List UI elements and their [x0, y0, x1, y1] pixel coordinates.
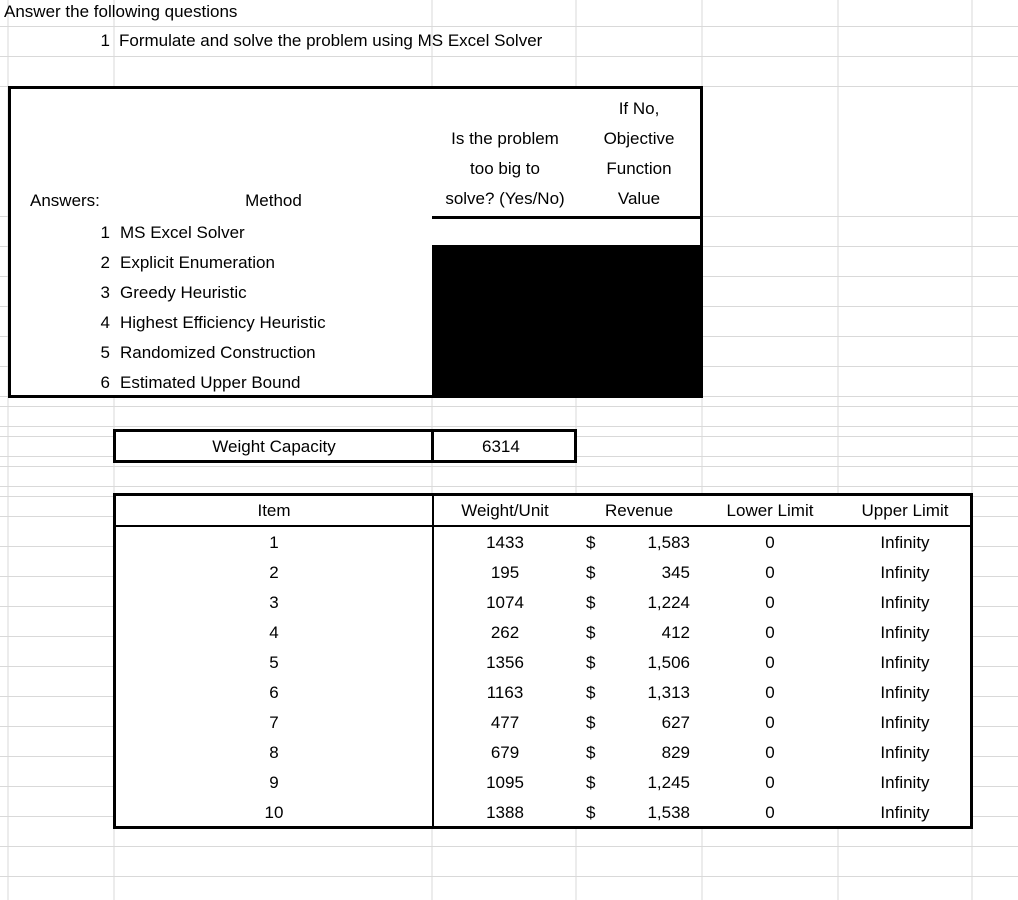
- header-line: too big to: [470, 159, 540, 178]
- item-revenue: 1,224: [647, 593, 690, 612]
- item-weight: 262: [490, 623, 520, 642]
- method-header: Method: [245, 191, 302, 210]
- item-number: 6: [269, 683, 279, 702]
- currency-symbol: $: [586, 623, 596, 642]
- item-number: 4: [269, 623, 279, 642]
- currency-symbol: $: [586, 743, 596, 762]
- item-weight: 195: [490, 563, 520, 582]
- item-upper-limit: Infinity: [880, 623, 930, 642]
- item-upper-limit: Infinity: [880, 533, 930, 552]
- item-lower-limit: 0: [765, 803, 775, 822]
- method-number: 2: [100, 253, 110, 272]
- item-revenue: 412: [661, 623, 690, 642]
- item-lower-limit: 0: [765, 713, 775, 732]
- header-weight: Weight/Unit: [461, 501, 549, 520]
- item-weight: 1074: [486, 593, 524, 612]
- item-revenue: 1,583: [647, 533, 690, 552]
- header-lower-limit: Lower Limit: [726, 501, 814, 520]
- header-item: Item: [257, 501, 291, 520]
- header-line: solve? (Yes/No): [445, 189, 565, 208]
- item-weight: 1356: [486, 653, 524, 672]
- currency-symbol: $: [586, 803, 596, 822]
- header-upper-limit: Upper Limit: [861, 501, 949, 520]
- item-upper-limit: Infinity: [880, 803, 930, 822]
- item-revenue: 1,245: [647, 773, 690, 792]
- item-upper-limit: Infinity: [880, 713, 930, 732]
- method-name: Randomized Construction: [120, 343, 316, 362]
- instructions-title: Answer the following questions: [4, 2, 238, 21]
- item-revenue: 1,506: [647, 653, 690, 672]
- method-number: 1: [100, 223, 110, 242]
- answer-objective-cell[interactable]: [576, 218, 700, 248]
- method-name: MS Excel Solver: [120, 223, 245, 242]
- item-lower-limit: 0: [765, 593, 775, 612]
- item-number: 7: [269, 713, 279, 732]
- header-line: If No,: [618, 99, 660, 118]
- item-upper-limit: Infinity: [880, 683, 930, 702]
- header-revenue: Revenue: [604, 501, 674, 520]
- answers-label: Answers:: [30, 191, 100, 210]
- item-upper-limit: Infinity: [880, 593, 930, 612]
- item-upper-limit: Infinity: [880, 773, 930, 792]
- item-number: 8: [269, 743, 279, 762]
- currency-symbol: $: [586, 593, 596, 612]
- method-number: 6: [100, 373, 110, 392]
- method-number: 3: [100, 283, 110, 302]
- item-number: 5: [269, 653, 279, 672]
- question-text: Formulate and solve the problem using MS Excel Solver: [119, 31, 543, 50]
- currency-symbol: $: [586, 563, 596, 582]
- item-weight: 679: [490, 743, 520, 762]
- item-weight: 1388: [486, 803, 524, 822]
- method-name: Explicit Enumeration: [120, 253, 275, 272]
- header-line: Function: [606, 159, 672, 178]
- method-name: Highest Efficiency Heuristic: [120, 313, 326, 332]
- header-line: Is the problem: [451, 129, 559, 148]
- method-name: Greedy Heuristic: [120, 283, 247, 302]
- item-revenue: 829: [661, 743, 690, 762]
- currency-symbol: $: [586, 653, 596, 672]
- item-number: 3: [269, 593, 279, 612]
- item-revenue: 1,538: [647, 803, 690, 822]
- currency-symbol: $: [586, 713, 596, 732]
- capacity-label: Weight Capacity: [212, 437, 336, 456]
- item-weight: 1095: [486, 773, 524, 792]
- currency-symbol: $: [586, 533, 596, 552]
- currency-symbol: $: [586, 773, 596, 792]
- item-revenue: 1,313: [647, 683, 690, 702]
- item-number: 2: [269, 563, 279, 582]
- item-lower-limit: 0: [765, 533, 775, 552]
- item-weight: 1433: [486, 533, 524, 552]
- item-lower-limit: 0: [765, 653, 775, 672]
- item-lower-limit: 0: [765, 623, 775, 642]
- item-number: 10: [264, 803, 284, 822]
- header-line: Value: [617, 189, 661, 208]
- item-weight: 477: [490, 713, 520, 732]
- item-upper-limit: Infinity: [880, 563, 930, 582]
- method-name: Estimated Upper Bound: [120, 373, 301, 392]
- method-number: 5: [100, 343, 110, 362]
- item-number: 9: [269, 773, 279, 792]
- question-number: 1: [100, 31, 110, 50]
- item-revenue: 627: [661, 713, 690, 732]
- item-lower-limit: 0: [765, 743, 775, 762]
- item-lower-limit: 0: [765, 683, 775, 702]
- item-upper-limit: Infinity: [880, 743, 930, 762]
- currency-symbol: $: [586, 683, 596, 702]
- header-line: Objective: [603, 129, 675, 148]
- item-lower-limit: 0: [765, 563, 775, 582]
- method-number: 4: [100, 313, 110, 332]
- capacity-value[interactable]: 6314: [482, 437, 520, 456]
- item-lower-limit: 0: [765, 773, 775, 792]
- answer-too-big-cell[interactable]: [434, 218, 576, 248]
- item-number: 1: [269, 533, 279, 552]
- item-weight: 1163: [486, 683, 524, 702]
- item-upper-limit: Infinity: [880, 653, 930, 672]
- item-revenue: 345: [661, 563, 690, 582]
